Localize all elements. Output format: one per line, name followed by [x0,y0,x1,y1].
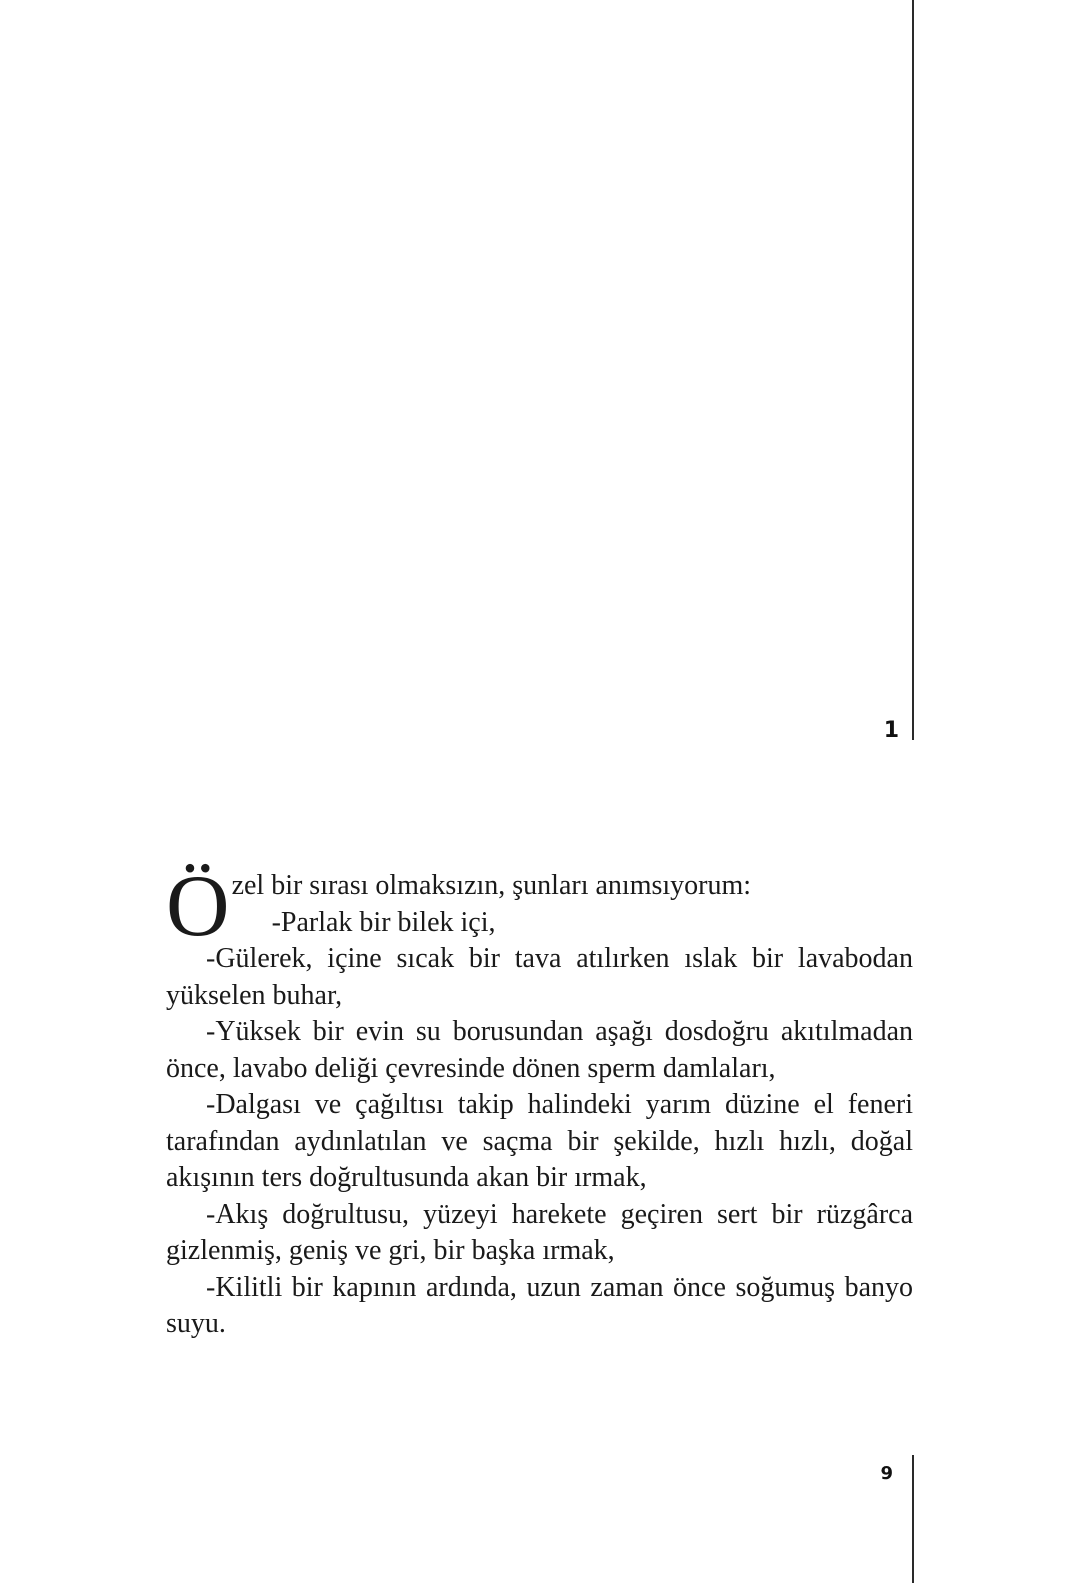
list-item: -Parlak bir bilek içi, [271,906,496,938]
page-edge-rule-top [912,0,914,740]
opening-line: zel bir sırası olmaksızın, şunları anımsıyorum: [231,870,752,901]
list-item: -Akış doğrultusu, yüzeyi harekete geçiren sert bir rüzgârca gizlenmiş, geniş ve gri, bir başka ırmak, [166,1198,913,1266]
list-item: -Kilitli bir kapının ardında, uzun zaman önce soğumuş banyo suyu. [166,1271,913,1339]
page-number: 9 [880,1463,893,1484]
page-edge-rule-bottom [912,1455,914,1583]
drop-cap: Ö [166,858,230,955]
chapter-text [166,858,913,1343]
chapter-number: 1 [883,718,899,743]
list-item: -Gülerek, içine sıcak bir tava atılırken ıslak bir lavabodan yükselen buhar, [166,943,913,1011]
list-item: -Dalgası ve çağıltısı takip halindeki yarım düzine el feneri tarafından aydınlatılan ve saçma bir şekilde, hızlı hızlı, doğal akışının ters doğrultusunda akan bir ırmak, [166,1089,913,1193]
list-item: -Yüksek bir evin su borusundan aşağı dosdoğru akıtılmadan önce, lavabo deliği çevresinde dönen sperm damlaları, [166,1016,913,1084]
